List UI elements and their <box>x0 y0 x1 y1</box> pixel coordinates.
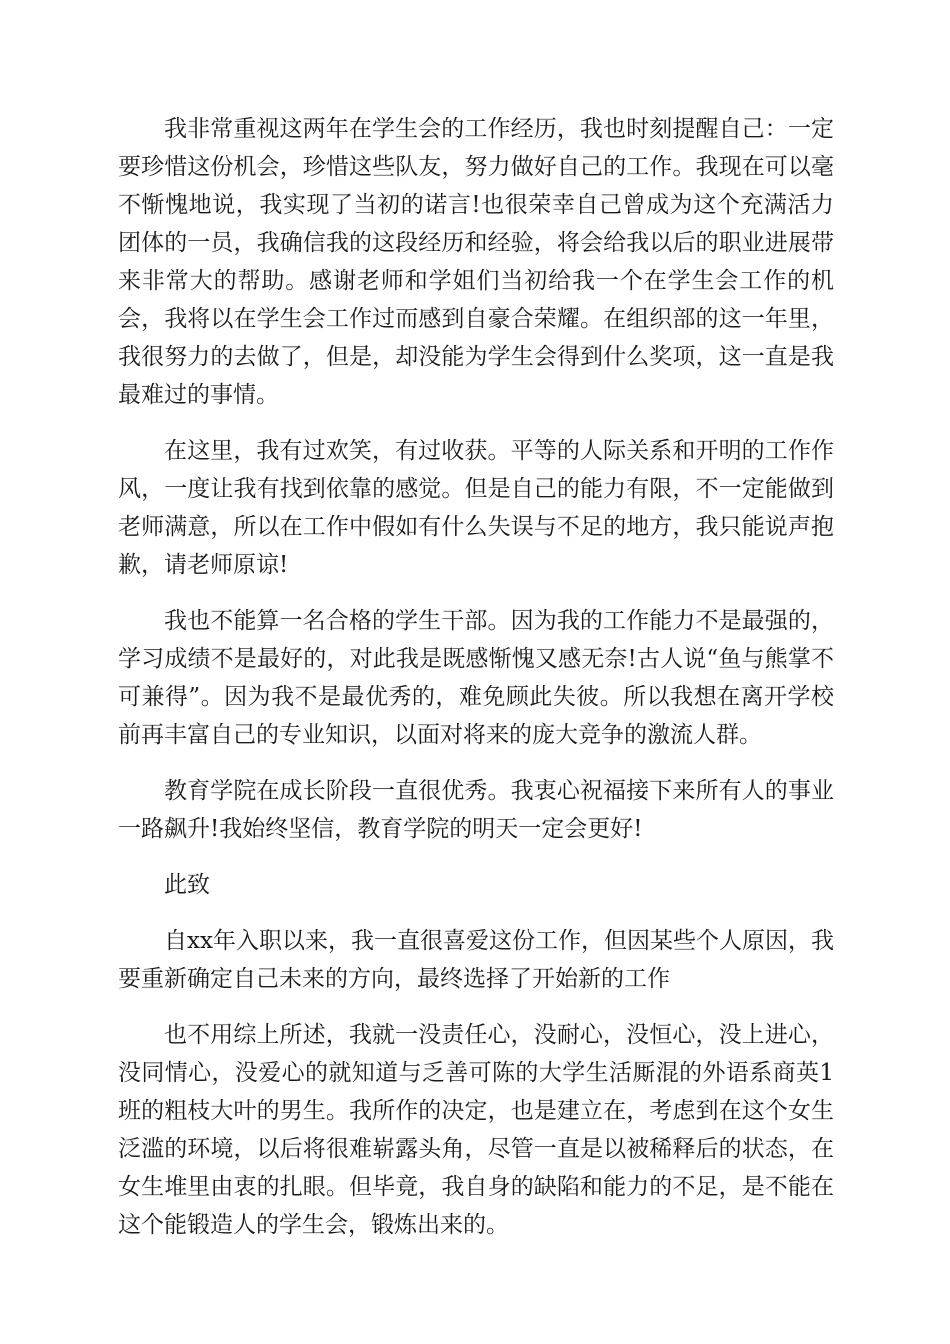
paragraph-5: 自xx年入职以来，我一直很喜爱这份工作，但因某些个人原因，我要重新确定自己未来的方向，最终选择了开始新的工作 <box>118 928 834 992</box>
document-body <box>118 110 834 1262</box>
paragraph-4: 教育学院在成长阶段一直很优秀。我衷心祝福接下来所有人的事业一路飙升!我始终坚信，教育学院的明天一定会更好! <box>118 778 834 842</box>
paragraph-6: 也不用综上所述，我就一没责任心，没耐心，没恒心，没上进心，没同情心，没爱心的就知道与乏善可陈的大学生活厮混的外语系商英1班的粗枝大叶的男生。我所作的决定，也是建立在，考虑到在这个女生泛滥的环境，以后将很难崭露头角，尽管一直是以被稀释后的状态，在女生堆里由衷的扎眼。但毕竟，我自身的缺陷和能力的不足，是不能在这个能锻造人的学生会，锻炼出来的。 <box>118 1022 834 1238</box>
paragraph-1: 我非常重视这两年在学生会的工作经历，我也时刻提醒自己：一定要珍惜这份机会，珍惜这些队友，努力做好自己的工作。我现在可以毫不惭愧地说，我实现了当初的诺言!也很荣幸自己曾成为这个充满活力团体的一员，我确信我的这段经历和经验，将会给我以后的职业进展带来非常大的帮助。感谢老师和学姐们当初给我一个在学生会工作的机会，我将以在学生会工作过而感到自豪合荣耀。在组织部的这一年里，我很努力的去做了，但是，却没能为学生会得到什么奖项，这一直是我最难过的事情。 <box>118 116 834 408</box>
paragraph-2: 在这里，我有过欢笑，有过收获。平等的人际关系和开明的工作作风，一度让我有找到依靠的感觉。但是自己的能力有限，不一定能做到老师满意，所以在工作中假如有什么失误与不足的地方，我只能说声抱歉，请老师原谅! <box>118 438 834 578</box>
salutation-closing: 此致 <box>164 872 210 898</box>
paragraph-3: 我也不能算一名合格的学生干部。因为我的工作能力不是最强的，学习成绩不是最好的，对此我是既感惭愧又感无奈!古人说“鱼与熊掌不可兼得”。因为我不是最优秀的，难免顾此失彼。所以我想在离开学校前再丰富自己的专业知识，以面对将来的庞大竞争的激流人群。 <box>118 608 834 748</box>
